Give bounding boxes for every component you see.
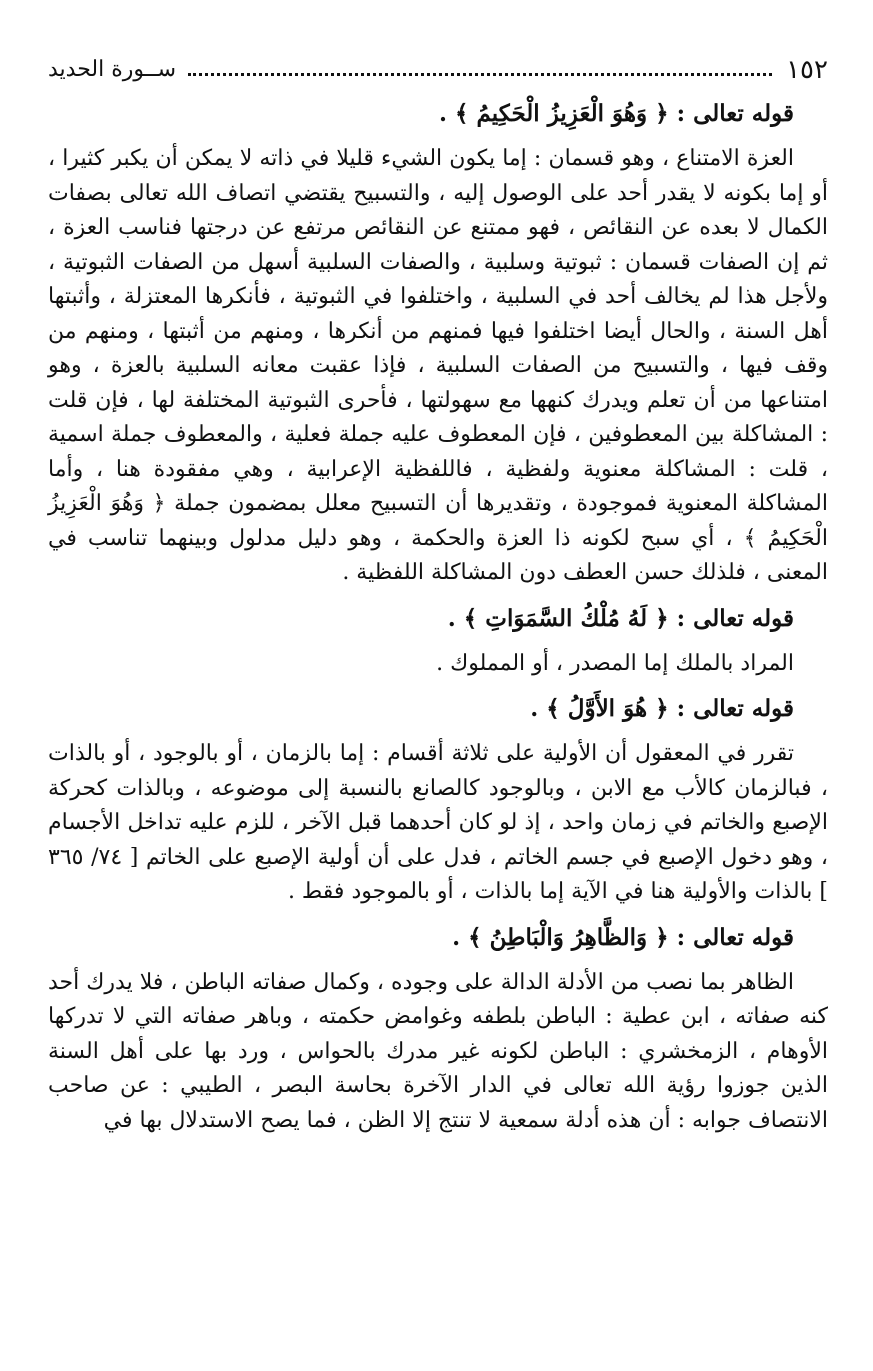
surah-title: ســورة الحديد: [48, 57, 177, 82]
verse-heading: قوله تعالى : ﴿ وَهُوَ الْعَزِيزُ الْحَكِيمُ ﴾ .: [439, 100, 794, 127]
page-number: ١٥٢: [786, 55, 828, 85]
verse-heading: قوله تعالى : ﴿ وَالظَّاهِرُ وَالْبَاطِنُ ﴾ .: [452, 923, 794, 951]
commentary-paragraph: الظاهر بما نصب من الأدلة الدالة على وجوده ، وكمال صفاته الباطن ، فلا يدرك أحد كنه صفاته ، ابن عطية : الباطن بلطفه وغوامض حكمته ، وباهر صفاته التي لا تدركها الأوهام ، الزمخشري : الباطن لكونه غير مدرك بالحواس ، ورد بها على أهل السنة الذين جوزوا رؤية الله تعالى في الدار الآخرة بحاسة البصر ، الطيبي : عن صاحب الانتصاف جوابه : أن هذه أدلة سمعية لا تنتج إلا الظن ، فما يصح الاستدلال بها في: [48, 969, 828, 1133]
commentary-paragraph: العزة الامتناع ، وهو قسمان : إما يكون الشيء قليلا في ذاته لا يمكن أن يكبر كثيرا ، أو إما بكونه لا يقدر أحد على الوصول إليه ، والتسبيح يقتضي اتصاف الله تعالى بصفات الكمال لا بعده عن النقائص ، فهو ممتنع عن النقائص مرتفع عن درجتها فناسب العزة ، ثم إن الصفات قسمان : ثبوتية وسلبية ، والصفات السلبية أسهل من الصفات الثبوتية ، ولأجل هذا لم يخالف أحد في السلبية ، واختلفوا في الثبوتية ، فأنكرها المعتزلة ، وأثبتها أهل السنة ، والحال أيضا اختلفوا فيها فمنهم من أنكرها ، ومنهم من أثبتها ، ومنهم من وقف فيها ، والتسبيح من الصفات السلبية ، فإذا عقبت معانه السلبية بالعزة ، وهو امتناعها من أن تعلم ويدرك كنهها مع سهولتها ، فأحرى الثبوتية المختلفة لها ، فإن قلت : المشاكلة بين المعطوفين ، فإن المعطوف عليه جملة فعلية ، والمعطوف جملة اسمية ، قلت : المشاكلة معنوية ولفظية ، فاللفظية الإعرابية ، وهي مفقودة هنا ، وأما المشاكلة المعنوية فموجودة ، وتقديرها أن التسبيح معلل بمضمون جملة ﴿ وَهُوَ الْعَزِيزُ الْحَكِيمُ ﴾ ، أي سبح لكونه ذا العزة والحكمة ، وهو دليل مدلول وبينهما تناسب في المعنى ، فلذلك حسن العطف دون المشاكلة اللفظية .: [48, 146, 828, 585]
commentary-paragraph: المراد بالملك إما المصدر ، أو المملوك .: [436, 650, 794, 676]
verse-heading: قوله تعالى : ﴿ لَهُ مُلْكُ السَّمَوَاتِ ﴾ .: [447, 604, 794, 632]
commentary-paragraph: تقرر في المعقول أن الأولية على ثلاثة أقسام : إما بالزمان ، أو بالوجود ، أو بالذات ، فبالزمان كالأب مع الابن ، وبالوجود كالصانع بالنسبة إلى موضوعه ، وبالذات كحركة الإصبع والخاتم في زمان واحد ، إذ لو كان أحدهما قبل الآخر ، للزم عليه تداخل الأجسام ، وهو دخول الإصبع في جسم الخاتم ، فدل على أن أولية الإصبع على الخاتم [ ٧٤/ ٣٦٥ ] بالذات والأولية هنا في الآية إما بالذات ، أو بالموجود فقط .: [48, 741, 829, 904]
book-page: [48, 52, 828, 1148]
header-dotted-leader: [188, 73, 772, 76]
verse-heading: قوله تعالى : ﴿ هُوَ الأَوَّلُ ﴾ .: [530, 695, 794, 722]
page-header: [48, 52, 828, 88]
